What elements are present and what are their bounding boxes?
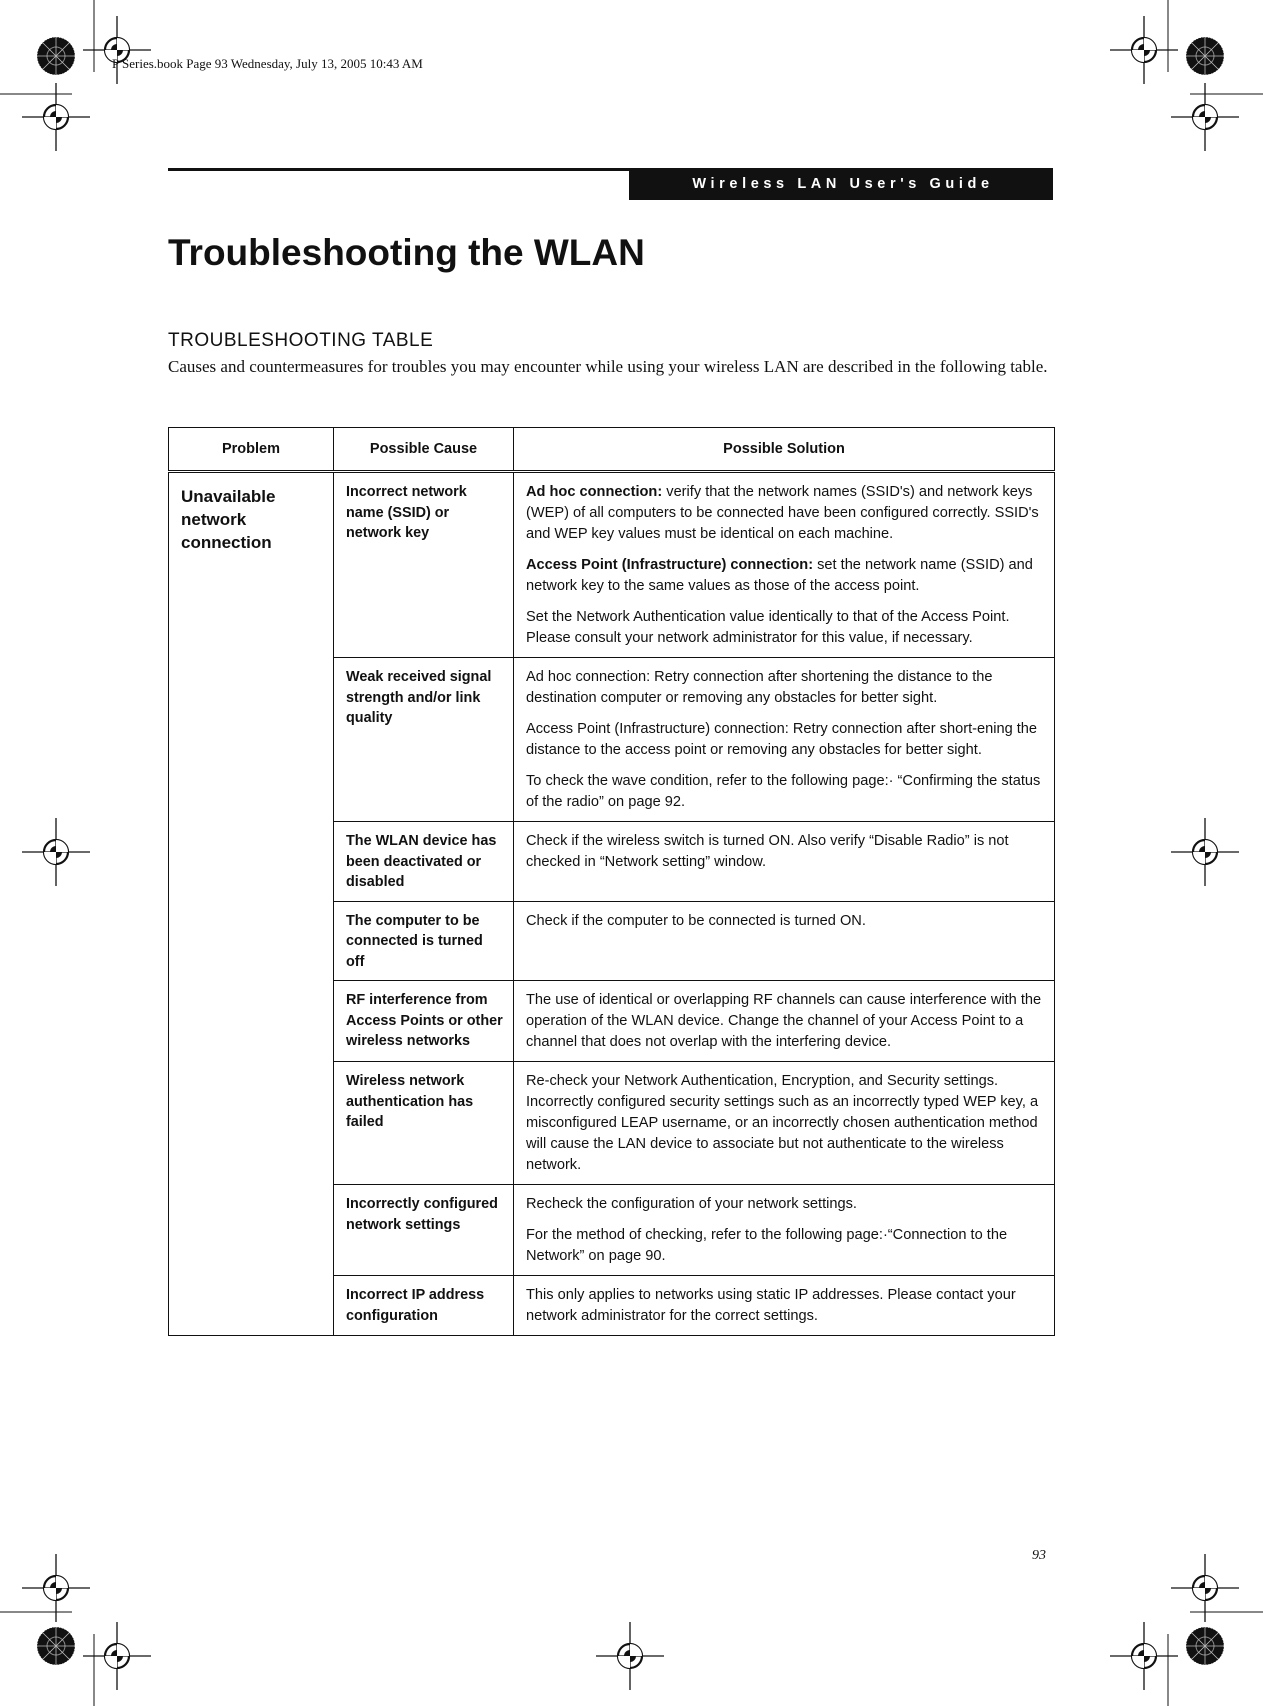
solution-text: Check if the wireless switch is turned ON. Also verify “Disable Radio” is not checked in “Network setting” window.: [526, 833, 1009, 870]
column-header-solution: Possible Solution: [514, 428, 1055, 472]
solution-text: The use of identical or overlapping RF channels can cause interference with the operation of the WLAN device. Change the channel of your Access Point to a channel that does not overlap with the interfering device.: [526, 992, 1042, 1050]
solution-cell: [514, 1185, 1055, 1276]
solution-text: Ad hoc connection: Retry connection after shortening the distance to the destination computer or removing any obstacles for better sight.: [526, 669, 993, 706]
table-header-row: [169, 428, 1055, 472]
troubleshooting-table: [168, 427, 1055, 1336]
solution-label: Ad hoc connection:: [526, 484, 663, 500]
column-header-cause: Possible Cause: [334, 428, 514, 472]
solution-text: For the method of checking, refer to the following page:·“Connection to the Network” on page 90.: [526, 1227, 1008, 1264]
page-number: 93: [1032, 1548, 1046, 1563]
cause-cell: The WLAN device has been deactivated or disabled: [334, 822, 514, 902]
solution-text: verify that the network names (SSID's) and network keys (WEP) of all computers to be connected have been configured correctly. SSID's and WEP key values must be identical on each machine.: [526, 484, 1039, 542]
solution-text: set the network name (SSID) and network key to the same values as those of the access point.: [526, 557, 1033, 594]
solution-cell: [514, 472, 1055, 658]
column-header-problem: Problem: [169, 428, 334, 472]
cause-cell: Incorrect network name (SSID) or network key: [334, 472, 514, 658]
print-slug: P Series.book Page 93 Wednesday, July 13, 2005 10:43 AM: [112, 56, 423, 71]
solution-cell: [514, 658, 1055, 822]
page-title: Troubleshooting the WLAN: [168, 232, 645, 273]
intro-paragraph: Causes and countermeasures for troubles you may encounter while using your wireless LAN are described in the following table.: [168, 357, 1048, 376]
header-rule: [168, 168, 629, 171]
solution-cell: [514, 1062, 1055, 1185]
problem-cell: Unavailable network connection: [169, 472, 334, 1336]
solution-text: To check the wave condition, refer to the following page:· “Confirming the status of the radio” on page 92.: [526, 773, 1041, 810]
cause-cell: RF interference from Access Points or other wireless networks: [334, 981, 514, 1062]
solution-cell: [514, 1276, 1055, 1336]
cause-cell: Wireless network authentication has failed: [334, 1062, 514, 1185]
solution-text: Check if the computer to be connected is turned ON.: [526, 912, 866, 929]
solution-text: Re-check your Network Authentication, Encryption, and Security settings. Incorrectly configured security settings such as an incorrectly typed WEP key, a misconfigured LEAP username, or an incorrectly chosen authentication method will cause the LAN device to associate but not authenticate to the wireless network.: [526, 1073, 1039, 1173]
solution-cell: [514, 822, 1055, 902]
table-row: [169, 472, 1055, 658]
cause-cell: Incorrectly configured network settings: [334, 1185, 514, 1276]
section-heading: TROUBLESHOOTING TABLE: [168, 330, 434, 351]
running-header: Wireless LAN User's Guide: [629, 168, 1053, 200]
solution-cell: [514, 981, 1055, 1062]
solution-cell: [514, 901, 1055, 981]
solution-label: Access Point (Infrastructure) connection:: [526, 557, 814, 573]
solution-text: Access Point (Infrastructure) connection: Retry connection after short-ening the distance to the access point or removing any obstacles for better sight.: [526, 721, 1038, 758]
solution-text: Set the Network Authentication value identically to that of the Access Point. Please consult your network administrator for this value, if necessary.: [526, 609, 1010, 646]
solution-text: Recheck the configuration of your network settings.: [526, 1196, 857, 1212]
solution-text: This only applies to networks using static IP addresses. Please contact your network administrator for the correct settings.: [526, 1287, 1016, 1324]
cause-cell: The computer to be connected is turned off: [334, 901, 514, 981]
cause-cell: Incorrect IP address configuration: [334, 1276, 514, 1336]
cause-cell: Weak received signal strength and/or link quality: [334, 658, 514, 822]
